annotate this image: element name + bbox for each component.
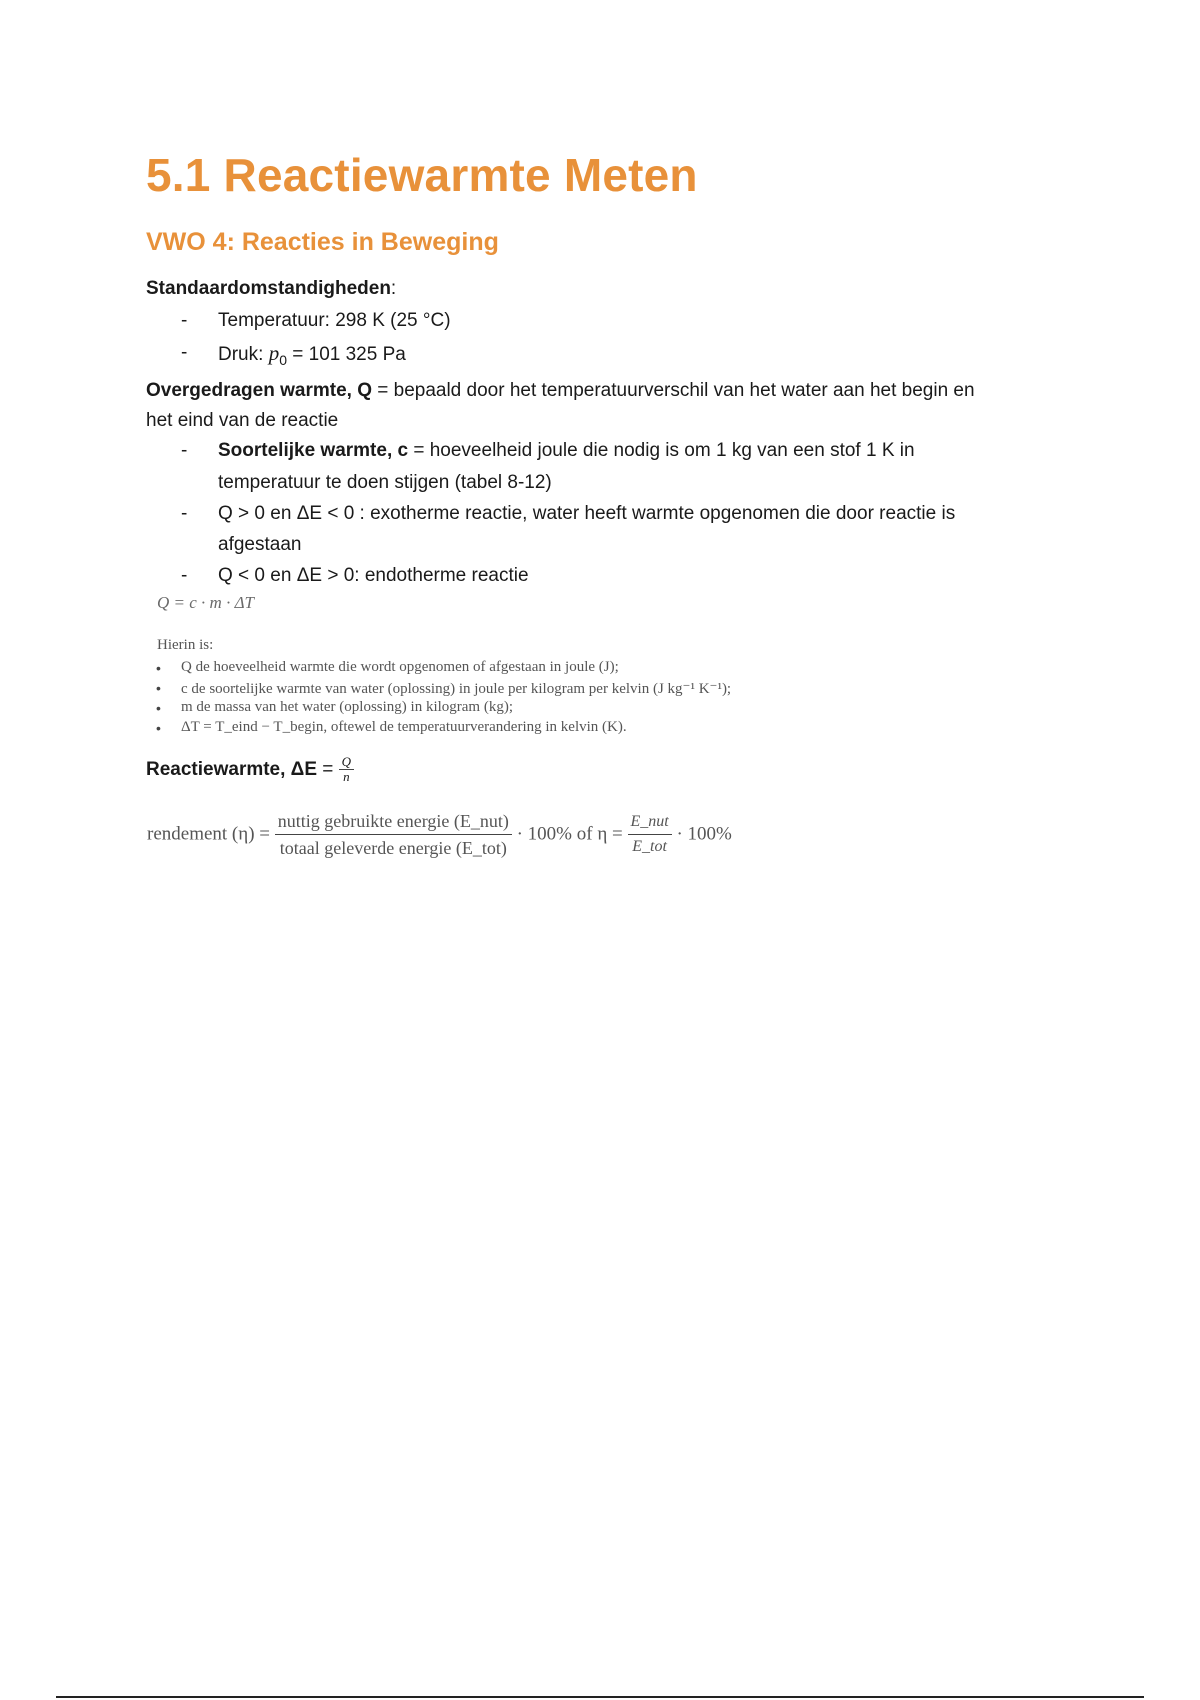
- fraction-denominator: n: [343, 769, 350, 785]
- bullet-dot: •: [156, 660, 161, 676]
- specific-heat-heading: Soortelijke warmte, c: [218, 440, 409, 461]
- page-subtitle: VWO 4: Reacties in Beweging: [146, 228, 499, 256]
- heat-definition-line1: [146, 376, 975, 406]
- reaction-heat-label: Reactiewarmte, ΔE: [146, 759, 318, 780]
- dash-bullet: -: [181, 440, 188, 461]
- efficiency-denominator-short: E_tot: [632, 838, 667, 855]
- footer-divider: [56, 1696, 1144, 1698]
- efficiency-denominator: totaal geleverde energie (E_tot): [279, 838, 507, 858]
- specific-heat-text: = hoeveelheid joule die nodig is om 1 kg van een stof 1 K in: [408, 440, 915, 461]
- efficiency-times-2: · 100%: [676, 823, 732, 845]
- efficiency-numerator-short: E_nut: [628, 810, 672, 835]
- pressure-subscript: 0: [279, 351, 287, 368]
- bullet-dot: •: [156, 720, 161, 736]
- heat-text-line2: het eind van de reactie: [146, 410, 339, 431]
- exotherm-line2: afgestaan: [218, 534, 302, 555]
- hierin-item: Q de hoeveelheid warmte die wordt opgenomen of afgestaan in joule (J);: [181, 659, 619, 675]
- pressure-prefix: Druk:: [218, 344, 269, 365]
- dash-bullet: -: [181, 565, 188, 586]
- reaction-heat-fraction: [339, 755, 354, 784]
- standard-heading: Standaardomstandigheden: [146, 278, 391, 299]
- bullet-dot: •: [156, 680, 161, 696]
- pressure-symbol: p: [268, 341, 280, 365]
- standard-heading-line: [146, 274, 396, 304]
- pressure-value: = 101 325 Pa: [286, 344, 406, 365]
- hierin-intro: Hierin is:: [157, 637, 214, 653]
- temperature-item: Temperatuur: 298 K (25 °C): [218, 310, 451, 331]
- standard-colon: :: [390, 278, 397, 299]
- dash-bullet: -: [181, 503, 188, 524]
- heat-formula: Q = c · m · ΔT: [157, 593, 255, 612]
- hierin-item: c de soortelijke warmte van water (oplossing) in joule per kilogram per kelvin (J kg⁻¹ K⁻¹);: [181, 681, 732, 697]
- exotherm-line1: Q > 0 en ΔE < 0 : exotherme reactie, water heeft warmte opgenomen die door reactie is: [218, 503, 956, 524]
- efficiency-label: rendement (η) =: [147, 823, 270, 845]
- hierin-item: m de massa van het water (oplossing) in kilogram (kg);: [181, 699, 514, 715]
- reaction-heat-equals: =: [317, 759, 339, 780]
- reaction-heat-line: [146, 755, 354, 785]
- dash-bullet: -: [181, 310, 188, 331]
- efficiency-fraction-short: [628, 810, 672, 859]
- specific-heat-line2: temperatuur te doen stijgen (tabel 8-12): [218, 472, 552, 493]
- bullet-dot: •: [156, 700, 161, 716]
- specific-heat-line1: [218, 436, 915, 466]
- page-title: 5.1 Reactiewarmte Meten: [146, 149, 698, 201]
- hierin-item: ΔT = T_eind − T_begin, oftewel de temperatuurverandering in kelvin (K).: [181, 719, 627, 735]
- efficiency-numerator: nuttig gebruikte energie (E_nut): [275, 808, 512, 835]
- efficiency-formula: [147, 808, 732, 861]
- dash-bullet: -: [181, 342, 188, 363]
- fraction-numerator: Q: [339, 755, 354, 770]
- efficiency-fraction: [275, 808, 512, 861]
- pressure-item: [218, 338, 406, 375]
- heat-heading: Overgedragen warmte, Q: [146, 380, 372, 401]
- endotherm-line: Q < 0 en ΔE > 0: endotherme reactie: [218, 565, 529, 586]
- heat-text-line1: = bepaald door het temperatuurverschil van het water aan het begin en: [371, 380, 975, 401]
- efficiency-times: · 100% of η =: [516, 823, 623, 845]
